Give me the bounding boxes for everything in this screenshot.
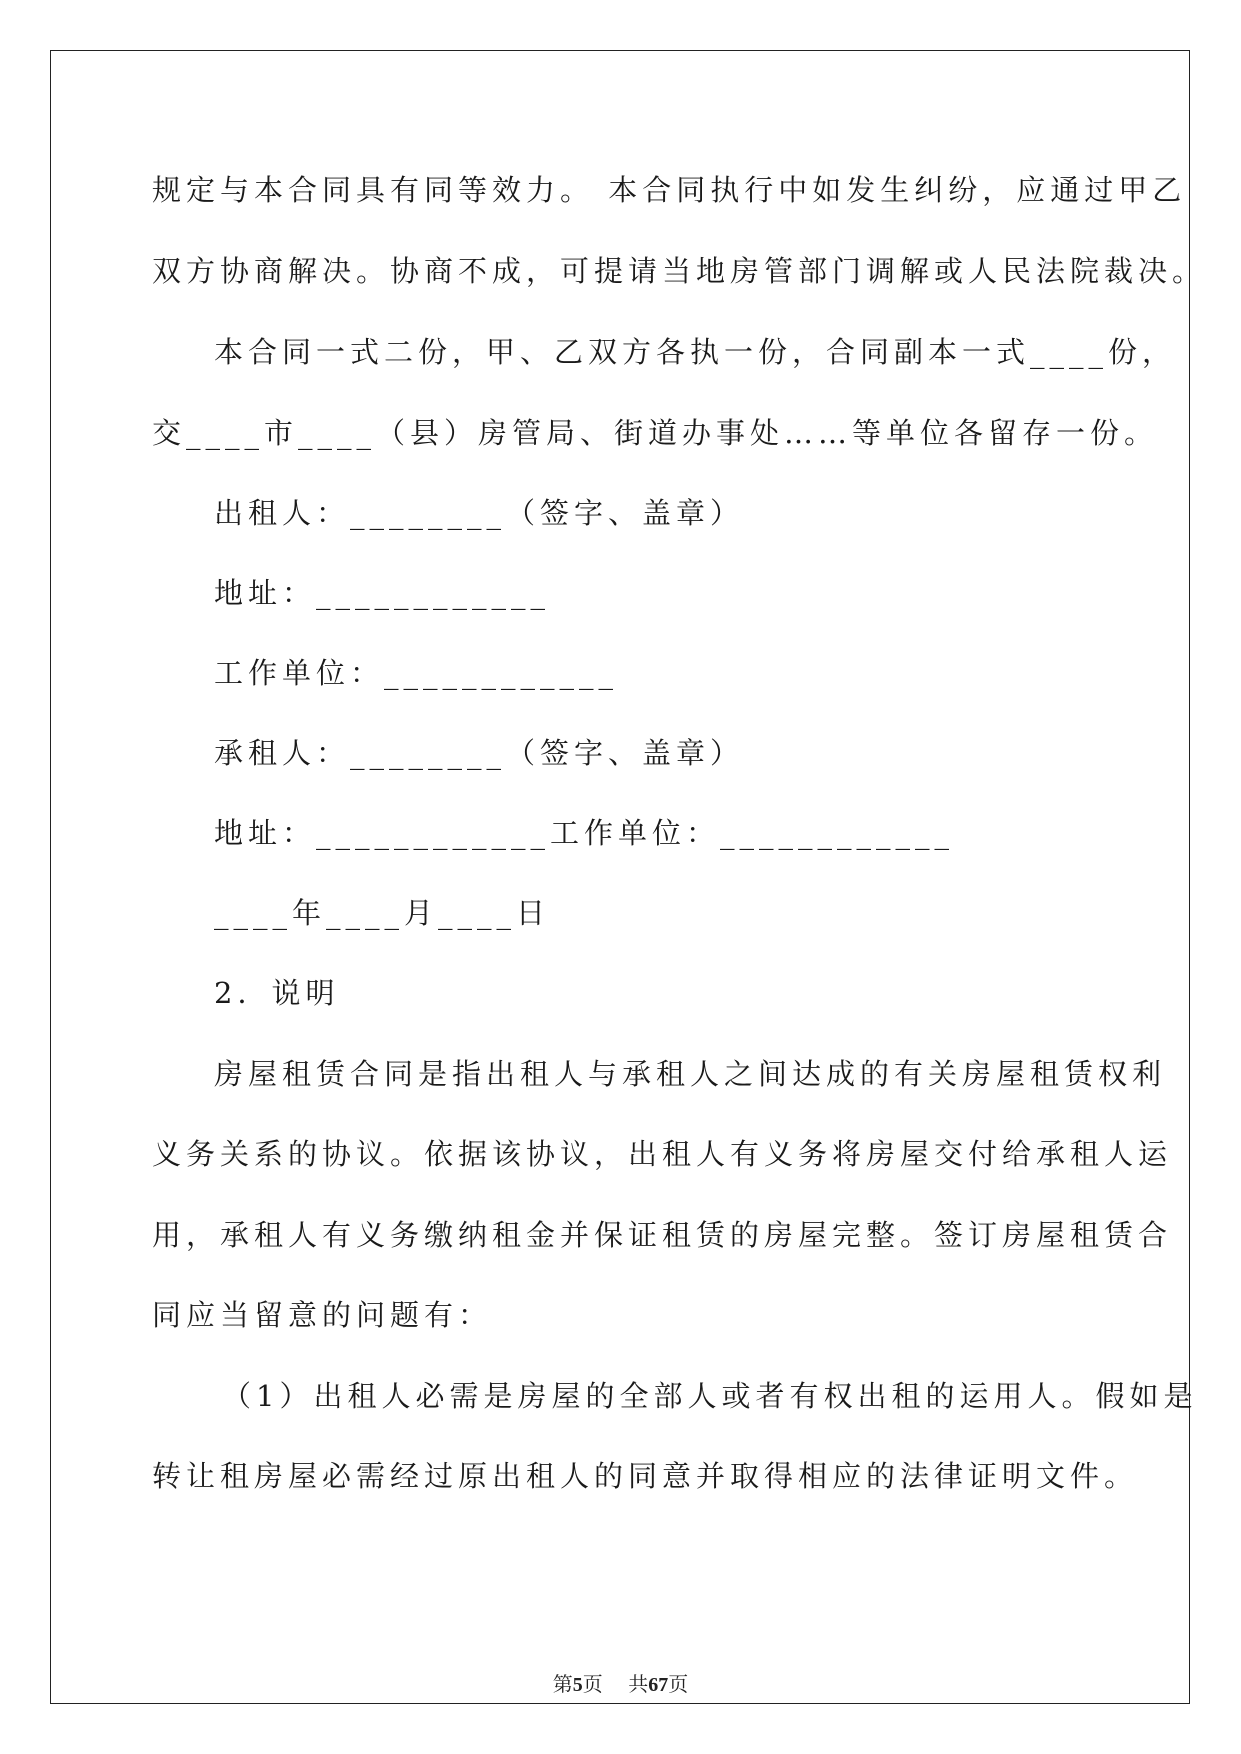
page-number: 5	[572, 1674, 583, 1696]
workplace-field: 工作单位：____________	[214, 656, 619, 690]
address-field: 地址：____________	[214, 576, 551, 610]
text-line: 规定与本合同具有同等效力。 本合同执行中如发生纠纷，应通过甲乙	[152, 173, 1187, 207]
footer-total-suffix: 页	[668, 1672, 689, 1696]
text-line: 房屋租赁合同是指出租人与承租人之间达成的有关房屋租赁权利	[214, 1057, 1167, 1091]
text-line: 义务关系的协议。依据该协议，出租人有义务将房屋交付给承租人运	[152, 1137, 1173, 1171]
footer-total-prefix: 共	[628, 1672, 649, 1696]
text-line: 双方协商解决。协商不成，可提请当地房管部门调解或人民法院裁决。	[152, 254, 1207, 288]
text-line: 同应当留意的问题有：	[152, 1298, 493, 1332]
text-line: 本合同一式二份，甲、乙双方各执一份，合同副本一式____份，	[214, 335, 1177, 369]
signature-lessor: 出租人：________（签字、盖章）	[214, 496, 745, 530]
signature-lessee: 承租人：________（签字、盖章）	[214, 736, 745, 770]
text-line: 交____市____（县）房管局、街道办事处……等单位各留存一份。	[152, 416, 1159, 450]
date-field: ____年____月____日	[214, 896, 551, 930]
footer-prefix: 第	[552, 1672, 573, 1696]
text-line: 用，承租人有义务缴纳租金并保证租赁的房屋完整。签订房屋租赁合	[152, 1218, 1173, 1252]
total-pages: 67	[648, 1674, 669, 1696]
footer-page-suffix: 页	[582, 1672, 603, 1696]
text-line: （1）出租人必需是房屋的全部人或者有权出租的运用人。假如是	[222, 1379, 1198, 1413]
address-workplace-field: 地址：____________工作单位：____________	[214, 816, 955, 850]
text-line: 转让租房屋必需经过原出租人的同意并取得相应的法律证明文件。	[152, 1459, 1139, 1493]
section-heading: 2．说明	[214, 976, 340, 1010]
page-footer	[0, 1668, 1241, 1697]
